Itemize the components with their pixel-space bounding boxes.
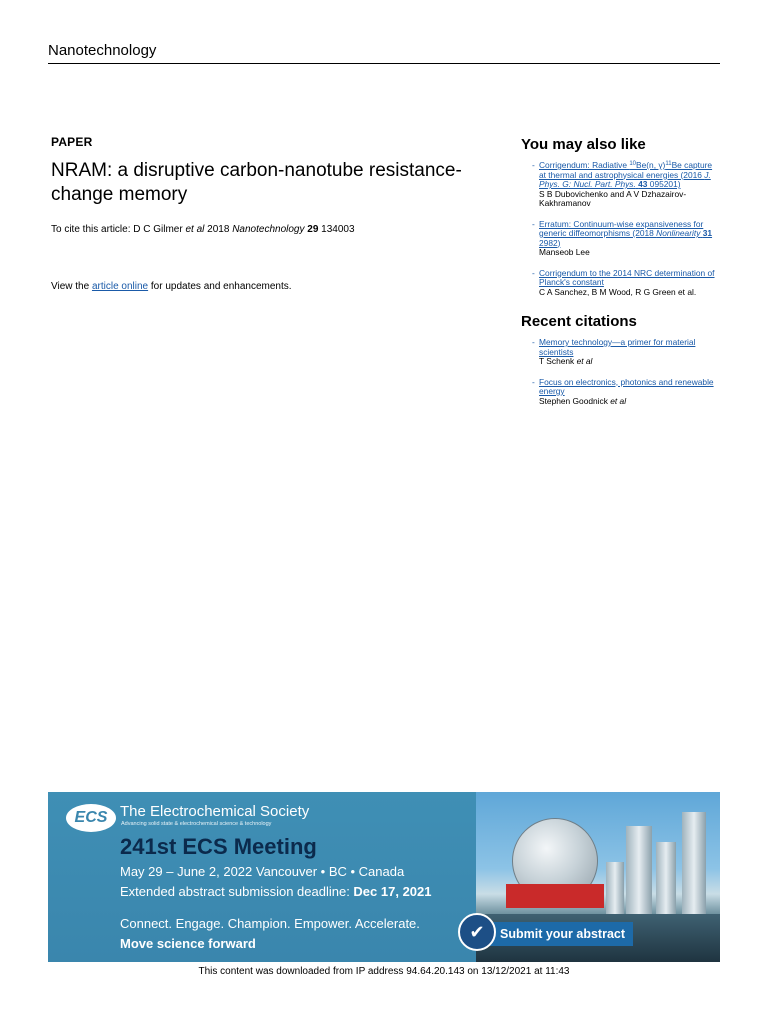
society-tagline: Advancing solid state & electrochemical science & technology xyxy=(121,821,272,827)
deadline-label: Extended abstract submission deadline: xyxy=(120,884,354,899)
ecs-logo: ECS xyxy=(66,804,116,832)
also-like-heading: You may also like xyxy=(521,136,646,153)
ecs-meeting-banner[interactable] xyxy=(48,792,720,962)
banner-text-panel xyxy=(48,792,478,962)
also-like-link[interactable] xyxy=(539,160,712,189)
also-like-authors: C A Sanchez, B M Wood, R G Green et al. xyxy=(539,286,697,297)
journal-header xyxy=(48,42,720,64)
author-et-al: et al xyxy=(610,395,627,406)
submit-abstract-label: Submit your abstract xyxy=(488,922,633,946)
view-suffix: for updates and enhancements. xyxy=(148,281,292,292)
meeting-dates: May 29 – June 2, 2022 Vancouver • BC • Canada xyxy=(120,864,405,879)
cite-year: 2018 xyxy=(204,224,233,235)
recent-citations-heading: Recent citations xyxy=(521,313,637,330)
citation-line xyxy=(51,223,501,236)
recent-citation-authors xyxy=(539,357,721,367)
submission-deadline xyxy=(120,884,432,899)
ref-journal: Nonlinearity xyxy=(656,228,701,238)
recent-citation-link[interactable]: Focus on electronics, photonics and renewable energy xyxy=(539,376,714,396)
tower-building xyxy=(656,842,676,918)
recent-citation-link[interactable]: Memory technology—a primer for material scientists xyxy=(539,337,696,357)
check-icon: ✔ xyxy=(458,913,496,951)
ref-text: Corrigendum: Radiative xyxy=(539,160,630,170)
view-prefix: View the xyxy=(51,281,92,292)
tower-building xyxy=(606,862,624,918)
banner-slogan: Connect. Engage. Champion. Empower. Accelerate. xyxy=(120,916,420,931)
also-like-list xyxy=(521,161,721,297)
article-type-label: PAPER xyxy=(51,135,93,149)
article-online-link[interactable]: article online xyxy=(91,281,149,292)
author-name: Stephen Goodnick xyxy=(539,395,611,406)
ref-text: Be(n, γ) xyxy=(636,160,666,170)
meeting-title: 241st ECS Meeting xyxy=(120,834,317,859)
journal-name: Nanotechnology xyxy=(48,42,157,59)
recent-citation-item xyxy=(539,378,721,407)
deadline-date: Dec 17, 2021 xyxy=(353,884,432,899)
also-like-item xyxy=(539,269,721,298)
article-title: NRAM: a disruptive carbon-nanotube resistance-change memory xyxy=(51,160,462,205)
tower-building xyxy=(626,826,652,918)
cite-page: 134003 xyxy=(318,224,355,235)
ref-superscript: 11 xyxy=(665,161,672,167)
ref-page: 095201) xyxy=(647,179,681,189)
also-like-authors: Manseob Lee xyxy=(539,247,590,257)
society-name: The Electrochemical Society xyxy=(120,803,310,820)
submit-abstract-button[interactable] xyxy=(458,918,648,948)
also-like-item xyxy=(539,220,721,258)
view-online-line xyxy=(51,280,501,293)
ref-volume: 43 xyxy=(638,179,648,189)
dome-base xyxy=(506,884,604,908)
ref-text: Corrigendum to the 2014 NRC determination of Planck's constant xyxy=(539,267,715,287)
author-et-al: et al xyxy=(576,356,593,366)
article-main xyxy=(51,135,501,293)
sidebar xyxy=(521,136,721,417)
banner-motto: Move science forward xyxy=(120,936,256,951)
cite-prefix: To cite this article: D C Gilmer xyxy=(51,224,186,235)
recent-citation-item xyxy=(539,338,721,367)
also-like-item xyxy=(539,161,721,209)
also-like-link[interactable] xyxy=(539,268,715,288)
ref-journal: J. Phys. G: Nucl. Part. Phys. xyxy=(539,169,711,189)
download-note: This content was downloaded from IP address 94.64.20.143 on 13/12/2021 at 11:43 xyxy=(198,966,570,977)
ref-superscript: 10 xyxy=(629,161,636,167)
ref-volume: 31 xyxy=(702,228,713,238)
ref-page: 2982) xyxy=(539,237,561,248)
cite-journal: Nanotechnology xyxy=(232,224,305,235)
cite-et-al: et al xyxy=(185,224,205,235)
also-like-authors: S B Dubovichenko and A V Dzhazairov-Kakhramanov xyxy=(539,188,687,208)
also-like-link[interactable] xyxy=(539,219,712,248)
author-name: T Schenk xyxy=(539,356,577,366)
ref-text: Erratum: Continuum-wise expansiveness for generic diffeomorphisms (2018 xyxy=(539,218,704,238)
recent-citation-authors xyxy=(539,397,721,407)
tower-building xyxy=(682,812,706,918)
ref-text: Be capture at thermal and astrophysical energies (2016 xyxy=(539,160,713,180)
recent-citations-list xyxy=(521,338,721,406)
cite-volume: 29 xyxy=(307,224,319,235)
